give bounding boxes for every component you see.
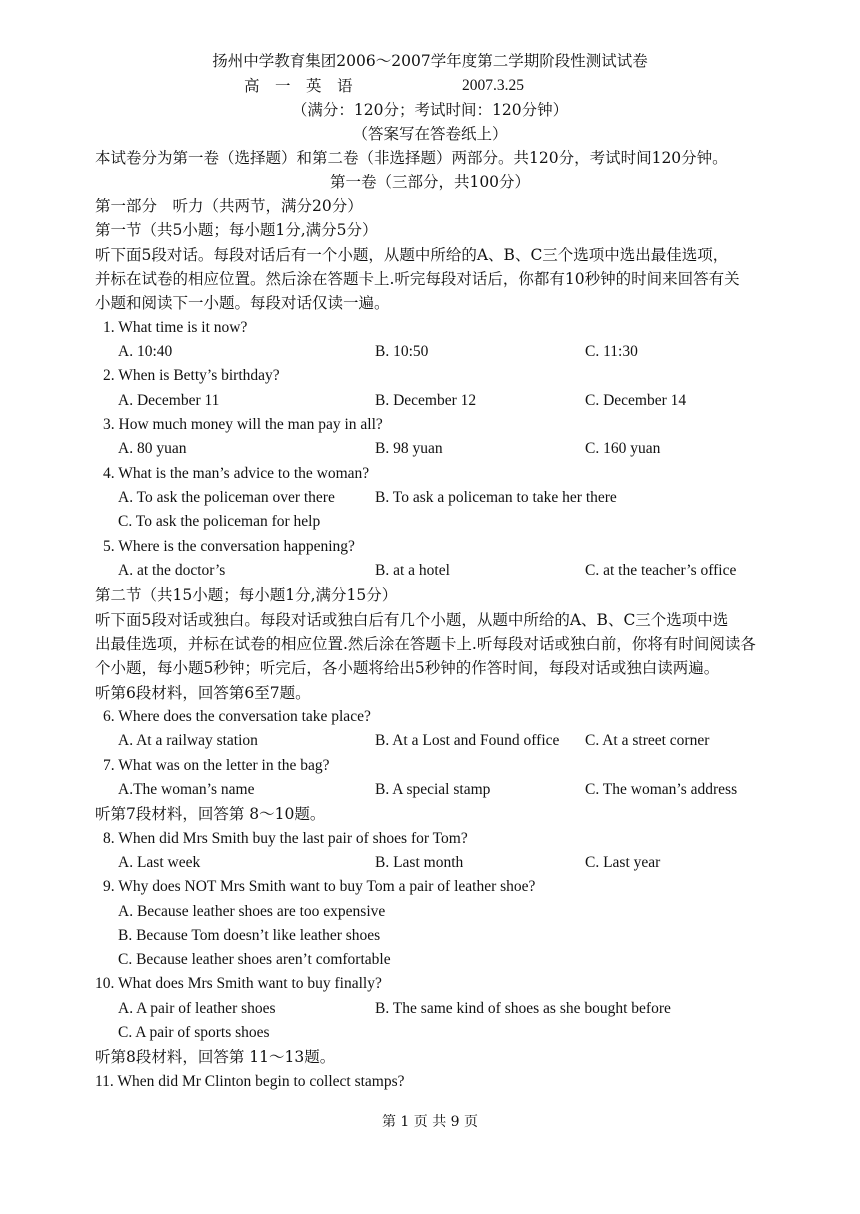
option-a: A. at the doctor’s xyxy=(118,562,226,579)
question-text: 10. What does Mrs Smith want to buy finally? xyxy=(95,975,382,992)
question-text: 3. How much money will the man pay in all? xyxy=(103,416,383,433)
part1-title: 第一部分 听力（共两节，满分20分） xyxy=(95,197,363,215)
option-c: C. The woman’s address xyxy=(585,781,738,798)
option-a: A. 80 yuan xyxy=(118,440,187,457)
option-c: C. At a street corner xyxy=(585,732,710,749)
question-text: 4. What is the man’s advice to the woman? xyxy=(103,465,370,482)
exam-date: 2007.3.25 xyxy=(462,77,524,94)
section1-instruction-line: 听下面5段对话。每段对话后有一个小题，从题中所给的A、B、C三个选项中选出最佳选项， xyxy=(95,246,729,264)
option-c: C. Because leather shoes aren’t comfortable xyxy=(118,951,391,968)
option-c: C. A pair of sports shoes xyxy=(118,1024,270,1041)
option-c: C. Last year xyxy=(585,854,661,871)
option-a: A. At a railway station xyxy=(118,732,258,749)
option-a: A.The woman’s name xyxy=(118,781,255,798)
section2-title: 第二节（共15小题；每小题1分,满分15分） xyxy=(95,586,398,604)
section2-instruction-line: 个小题，每小题5秒钟；听完后，各小题将给出5秒钟的作答时间，每段对话或独白读两遍。 xyxy=(95,659,720,677)
material-heading: 听第7段材料，回答第 8～10题。 xyxy=(95,805,326,823)
option-a: A. A pair of leather shoes xyxy=(118,1000,276,1017)
question-text: 7. What was on the letter in the bag? xyxy=(103,757,330,774)
material-heading: 听第6段材料，回答第6至7题。 xyxy=(95,684,311,702)
section2-instruction-line: 出最佳选项，并标在试卷的相应位置.然后涂在答题卡上.听每段对话或独白前，你将有时间阅读各 xyxy=(95,635,756,653)
option-b: B. 98 yuan xyxy=(375,440,443,457)
section1-title: 第一节（共5小题；每小题1分,满分5分） xyxy=(95,221,378,239)
page-number: 第 1 页 共 9 页 xyxy=(381,1114,479,1130)
option-b: B. at a hotel xyxy=(375,562,450,579)
option-b: B. A special stamp xyxy=(375,781,491,798)
exam-intro: 本试卷分为第一卷（选择题）和第二卷（非选择题）两部分。共120分，考试时间120分钟。 xyxy=(95,149,728,167)
question-text: 5. Where is the conversation happening? xyxy=(103,538,355,555)
question-text: 6. Where does the conversation take place? xyxy=(103,708,371,725)
option-c: C. 160 yuan xyxy=(585,440,661,457)
option-a: A. December 11 xyxy=(118,392,220,409)
score-time-note: （满分：120分；考试时间：120分钟） xyxy=(291,101,569,119)
volume-title: 第一卷（三部分，共100分） xyxy=(329,173,531,191)
option-b: B. Last month xyxy=(375,854,464,871)
question-text: 8. When did Mrs Smith buy the last pair of shoes for Tom? xyxy=(103,830,468,847)
question-text: 11. When did Mr Clinton begin to collect stamps? xyxy=(95,1073,405,1090)
question-text: 9. Why does NOT Mrs Smith want to buy Tom a pair of leather shoe? xyxy=(103,878,536,895)
option-b: B. To ask a policeman to take her there xyxy=(375,489,617,506)
option-c: C. December 14 xyxy=(585,392,687,409)
option-a: A. To ask the policeman over there xyxy=(118,489,335,506)
section2-instruction-line: 听下面5段对话或独白。每段对话或独白后有几个小题，从题中所给的A、B、C三个选项中选 xyxy=(95,611,729,629)
option-c: C. 11:30 xyxy=(585,343,638,360)
section1-instruction-line: 小题和阅读下一小题。每段对话仅读一遍。 xyxy=(95,294,390,312)
section1-instruction-line: 并标在试卷的相应位置。然后涂在答题卡上.听完每段对话后，你都有10秒钟的时间来回答有关 xyxy=(95,270,740,288)
option-b: B. The same kind of shoes as she bought before xyxy=(375,1000,671,1017)
option-a: A. Because leather shoes are too expensive xyxy=(118,903,386,920)
exam-title: 扬州中学教育集团2006～2007学年度第二学期阶段性测试试卷 xyxy=(212,52,648,70)
question-text: 2. When is Betty’s birthday? xyxy=(103,367,280,384)
question-text: 1. What time is it now? xyxy=(103,319,248,336)
answer-note: （答案写在答卷纸上） xyxy=(352,125,508,143)
option-b: B. At a Lost and Found office xyxy=(375,732,560,749)
option-a: A. Last week xyxy=(118,854,201,871)
option-b: B. 10:50 xyxy=(375,343,429,360)
option-c: C. at the teacher’s office xyxy=(585,562,737,579)
option-b: B. December 12 xyxy=(375,392,477,409)
option-b: B. Because Tom doesn’t like leather shoes xyxy=(118,927,381,944)
option-a: A. 10:40 xyxy=(118,343,173,360)
option-c: C. To ask the policeman for help xyxy=(118,513,321,530)
material-heading: 听第8段材料，回答第 11～13题。 xyxy=(95,1048,336,1066)
subject-label: 高 一 英 语 xyxy=(244,77,353,95)
